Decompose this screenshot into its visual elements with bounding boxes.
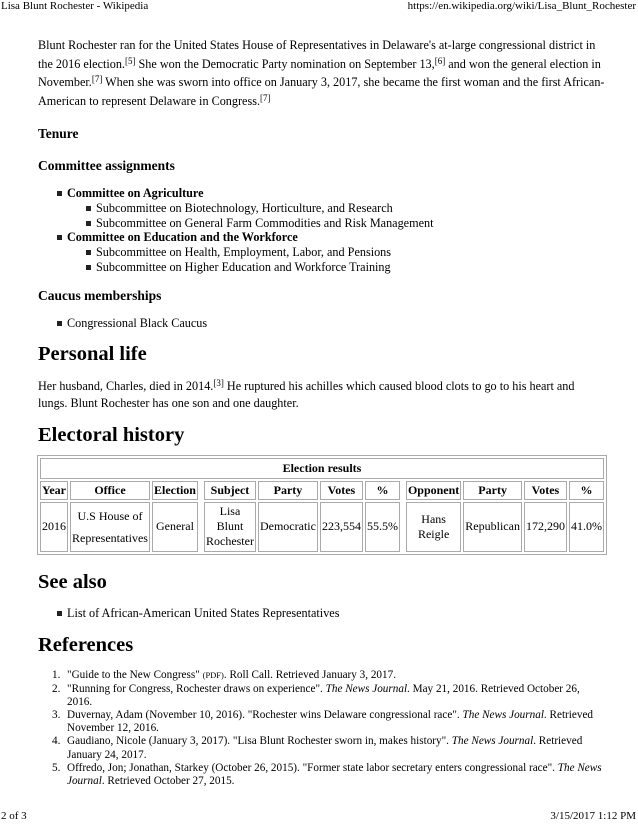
column-gap [402,481,404,500]
col-header: Subject [204,481,256,500]
col-header: Election [152,481,198,500]
print-timestamp: 3/15/2017 1:12 PM [550,810,636,822]
intro-text-3: and won the general election in November. [38,56,601,89]
ref-source: . May 21, 2016. Retrieved October 26, 2016. [67,682,580,708]
electoral-heading: Electoral history [38,423,185,446]
personal-paragraph [38,378,606,412]
subject-name-part: Lisa Blunt [216,504,244,534]
reference-item [38,669,606,682]
cell-election: General [152,502,198,552]
caucus-heading: Caucus memberships [38,287,162,303]
ref-number: 1. [52,669,61,682]
reference-item [38,709,606,735]
ref-title[interactable]: Duvernay, Adam (November 10, 2016). "Rochester wins Delaware congressional race". [67,708,463,721]
opponent-name-part: Reigle [417,526,450,541]
caucus-list [38,316,606,331]
subcommittee-list [67,201,606,231]
seealso-heading: See also [38,570,107,593]
print-header [0,0,638,14]
list-item [38,230,606,274]
committee-name[interactable]: Committee on Education and the Workforce [67,230,298,245]
list-item[interactable]: Subcommittee on Health, Employment, Labor, and Pensions [67,245,606,260]
col-header: Votes [524,481,567,500]
seealso-list [38,606,606,621]
col-header: Year [40,481,68,500]
cell-subject [204,502,256,552]
column-gap [402,502,404,552]
ref-link[interactable]: [6] [434,55,446,66]
ref-link[interactable]: [3] [213,377,224,388]
table-row [40,502,604,552]
reference-item [38,762,606,788]
list-item[interactable]: Subcommittee on General Farm Commodities and Risk Management [67,216,606,231]
subject-name-part: Rochester [205,534,254,549]
table-caption: Election results [40,458,604,479]
ref-publication: The News Journal [462,708,544,721]
ref-link[interactable]: [7] [91,74,103,84]
cell-opponent-votes: 172,290 [524,502,567,552]
ref-format: (PDF) [202,670,224,681]
ref-link[interactable]: [5] [124,55,136,66]
list-item[interactable]: List of African-American United States Representatives [38,606,606,621]
col-header: Party [463,481,522,500]
cell-opponent-percent: 41.0% [569,502,604,552]
cell-votes: 223,554 [320,502,363,552]
ref-title[interactable]: "Running for Congress, Rochester draws on experience". [67,682,326,695]
ref-number: 3. [52,708,61,721]
reference-item [38,683,606,709]
col-header: Votes [320,481,363,500]
table-header-row [40,481,604,500]
cell-party[interactable]: Democratic [258,502,318,552]
cell-percent: 55.5% [365,502,400,552]
office-link-part[interactable]: Representatives [72,530,148,545]
intro-paragraph [38,36,606,110]
list-item[interactable]: Subcommittee on Higher Education and Workforce Training [67,260,606,275]
intro-text-4: When she was sworn into office on January 3, 2017, she became the first woman and the first African-American to represent Delaware in Congress. [38,75,605,108]
ref-source: . Retrieved November 12, 2016. [67,708,594,735]
committee-name[interactable]: Committee on Agriculture [67,186,204,200]
col-header: Office [70,481,150,500]
subcommittee-list [67,245,606,275]
print-footer [0,810,638,824]
tenure-heading: Tenure [38,126,79,141]
ref-publication: The News Journal [451,735,534,748]
cell-office [70,502,150,552]
intro-text-1: Blunt Rochester ran for the United States House of Representatives in Delaware's at-large congressional district in the 2016 election. [38,38,596,71]
ref-number: 2. [52,682,61,695]
personal-text-1: Her husband, Charles, died in 2014. [38,378,214,393]
column-gap [200,502,202,552]
list-item[interactable]: Congressional Black Caucus [38,316,606,331]
ref-number: 4. [52,735,61,748]
ref-title[interactable]: Offredo, Jon; Jonathan, Starkey (October 26, 2015). "Former state labor secretary enters congressional race". [67,761,558,774]
list-item [38,186,606,230]
personal-text-2: He ruptured his achilles which caused blood clots to go to his heart and lungs. Blunt Rochester has one son and one daughter. [38,378,575,410]
article-body [38,36,606,788]
col-header: Opponent [406,481,461,500]
ref-link[interactable]: [7] [260,92,271,103]
intro-text-2: She won the Democratic Party nomination on September 13, [135,56,435,71]
cell-opponent-party[interactable]: Republican [463,502,522,552]
ref-source: . Retrieved October 27, 2015. [101,775,235,787]
personal-heading: Personal life [38,342,147,365]
committee-list [38,186,606,275]
page-title: Lisa Blunt Rochester - Wikipedia [1,0,149,12]
column-gap [200,481,202,500]
cell-opponent [406,502,461,552]
col-header: % [569,481,604,500]
ref-title[interactable]: "Guide to the New Congress" [67,669,200,682]
list-item[interactable]: Subcommittee on Biotechnology, Horticulture, and Research [67,201,606,216]
opponent-name-part: Hans [421,511,446,526]
page-number: 2 of 3 [1,810,27,822]
references-list [38,669,606,788]
ref-source: . Roll Call. Retrieved January 3, 2017. [223,669,397,682]
cell-year: 2016 [40,502,68,552]
committee-heading: Committee assignments [38,158,175,173]
ref-publication: The News Journal [325,682,408,695]
col-header: Party [258,481,318,500]
office-link-part[interactable]: U.S House of [77,508,143,523]
references-heading: References [38,634,134,657]
ref-number: 5. [52,761,61,774]
ref-title[interactable]: Gaudiano, Nicole (January 3, 2017). "Lisa Blunt Rochester sworn in, makes history". [67,735,452,748]
reference-item [38,735,606,761]
col-header: % [365,481,400,500]
election-results-table [37,455,607,555]
ref-source: . Retrieved January 24, 2017. [67,735,583,761]
ref-publication: The News Journal [67,761,602,787]
page-url[interactable]: https://en.wikipedia.org/wiki/Lisa_Blunt_Rochester [407,0,636,12]
